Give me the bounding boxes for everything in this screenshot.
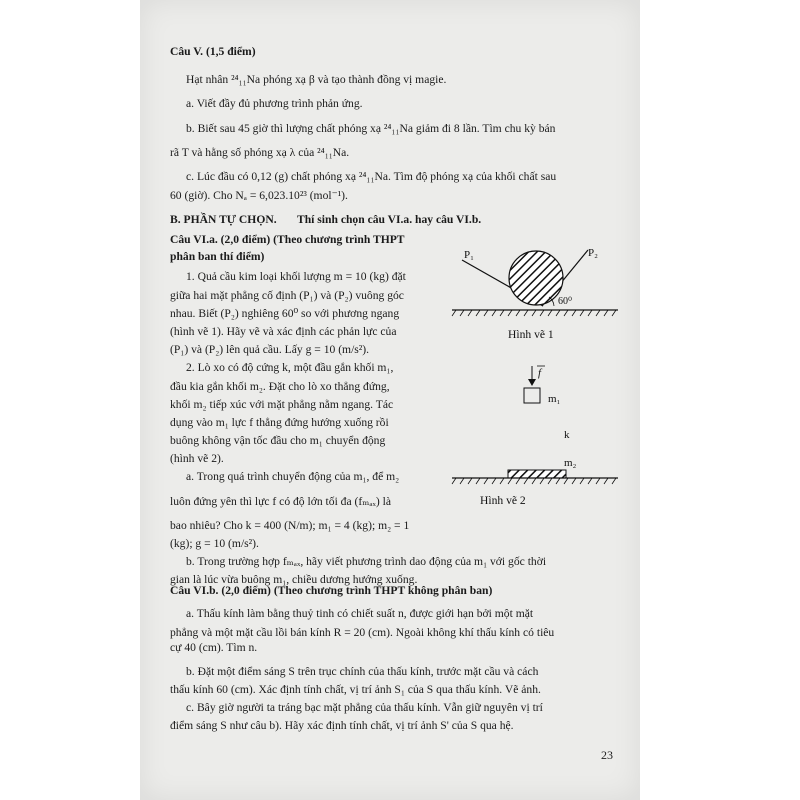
q6a-p2-line6: (hình vẽ 2). — [170, 452, 224, 465]
label-m1: m₁ — [548, 393, 561, 405]
q6a-p1-line3: nhau. Biết (P₂) nghiêng 60⁰ so với phương ngang — [170, 307, 400, 320]
figure-1 — [448, 238, 623, 343]
label-p1: P₁ — [464, 249, 474, 261]
mass-m2 — [508, 470, 566, 478]
q5-part-a: a. Viết đầy đủ phương trình phản ứng. — [186, 97, 363, 110]
q6a-p2-line2: đầu kia gắn khối m₂. Đặt cho lò xo thẳng đứng, — [170, 380, 390, 393]
q6b-line7: điểm sáng S như câu b). Hãy xác định tính chất, vị trí ảnh S' của S qua hệ. — [170, 719, 514, 732]
q6a-p2-line3: khối m₂ tiếp xúc với mặt phẳng nằm ngang. Tác — [170, 398, 394, 411]
q5-part-c-line2: 60 (giờ). Cho Nₐ = 6,023.10²³ (mol⁻¹). — [170, 189, 348, 202]
q6b-line6: c. Bây giờ người ta tráng bạc mặt phẳng của thấu kính. Vẫn giữ nguyên vị trí — [186, 701, 543, 714]
q6a-p3-line3: bao nhiêu? Cho k = 400 (N/m); m₁ = 4 (kg); m₂ = 1 — [170, 519, 410, 532]
partB-instruction: Thí sinh chọn câu VI.a. hay câu VI.b. — [297, 213, 482, 226]
figure-1-caption: Hình vẽ 1 — [508, 328, 554, 341]
q6b-title: Câu VI.b. (2,0 điểm) (Theo chương trình THPT không phân ban) — [170, 584, 493, 597]
label-m2: m₂ — [564, 457, 577, 469]
q6a-p4-line2: gian là lúc vừa buông m₁, chiều dương hướng xuống. — [170, 573, 418, 586]
q6a-p1-line4: (hình vẽ 1). Hãy vẽ và xác định các phản lực của — [170, 325, 397, 338]
figure-2-caption: Hình vẽ 2 — [480, 494, 526, 507]
q6a-p1-line5: (P₁) và (P₂) lên quả cầu. Lấy g = 10 (m/s²). — [170, 343, 370, 356]
label-force: f — [538, 367, 542, 379]
metal-ball — [509, 251, 563, 305]
q6a-p4-line1: b. Trong trường hợp fₘₐₓ, hãy viết phương trình dao động của m₁ với gốc thời — [186, 555, 547, 568]
q5-title: Câu V. (1,5 điểm) — [170, 45, 256, 58]
q6a-title-line2: phân ban thí điểm) — [170, 250, 265, 263]
label-angle: 60⁰ — [558, 296, 573, 307]
q6a-p1-line2: giữa hai mặt phẳng cố định (P₁) và (P₂) vuông góc — [170, 289, 404, 302]
q6b-line5: thấu kính 60 (cm). Xác định tính chất, vị trí ảnh S₁ của S qua thấu kính. Vẽ ảnh. — [170, 683, 541, 696]
q6a-p2-line4: dụng vào m₁ lực f thẳng đứng hướng xuống rồi — [170, 416, 389, 429]
q6a-p3-line2: luôn đứng yên thì lực f có độ lớn tối đa (fₘₐₓ) là — [170, 495, 392, 508]
q6b-line2: phẳng và một mặt cầu lồi bán kính R = 20 (cm). Ngoài không khí thấu kính có tiêu — [170, 626, 555, 639]
partB-title: B. PHẦN TỰ CHỌN. — [170, 213, 277, 226]
q6a-p3-line4: (kg); g = 10 (m/s²). — [170, 537, 259, 550]
q6a-p2-line5: buông không vận tốc đầu cho m₁ chuyển động — [170, 434, 386, 447]
q6a-p1-line1: 1. Quả cầu kim loại khối lượng m = 10 (kg) đặt — [186, 270, 406, 283]
q5-part-b-line2: rã T và hằng số phóng xạ λ của ²⁴₁₁Na. — [170, 146, 350, 159]
q6a-title: Câu VI.a. (2,0 điểm) (Theo chương trình THPT — [170, 233, 405, 246]
q5-part-b-line1: b. Biết sau 45 giờ thì lượng chất phóng xạ ²⁴₁₁Na giảm đi 8 lần. Tìm chu kỳ bán — [186, 122, 556, 135]
q6b-line1: a. Thấu kính làm bằng thuỷ tinh có chiết suất n, được giới hạn bởi một mặt — [186, 607, 534, 620]
q5-intro: Hạt nhân ²⁴₁₁Na phóng xạ β và tạo thành đồng vị magie. — [186, 73, 447, 86]
q6b-line3: cự 40 (cm). Tìm n. — [170, 641, 258, 654]
figure-2 — [448, 362, 623, 512]
label-p2: P₂ — [588, 247, 598, 259]
q6b-line4: b. Đặt một điểm sáng S trên trục chính của thấu kính, trước mặt cầu và cách — [186, 665, 539, 678]
page-number: 23 — [601, 748, 613, 762]
q5-part-c-line1: c. Lúc đầu có 0,12 (g) chất phóng xạ ²⁴₁₁Na. Tìm độ phóng xạ của khối chất sau — [186, 170, 557, 183]
mass-m1 — [524, 388, 540, 403]
label-k: k — [564, 429, 570, 441]
q6a-p2-line1: 2. Lò xo có độ cứng k, một đầu gắn khối m₁, — [186, 361, 394, 374]
q6a-p3-line1: a. Trong quá trình chuyển động của m₁, để m₂ — [186, 470, 400, 483]
